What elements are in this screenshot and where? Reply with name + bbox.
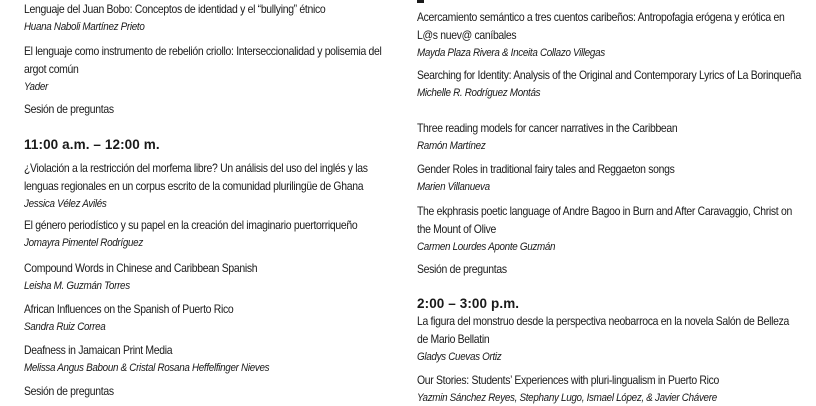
program-entry <box>24 342 404 376</box>
top-edge-mark <box>417 0 424 3</box>
program-entry <box>24 301 404 335</box>
program-entry <box>417 372 802 406</box>
program-entry <box>417 120 802 154</box>
presentation-title: Three reading models for cancer narratives in the Caribbean <box>417 122 678 135</box>
program-entry <box>417 9 802 61</box>
program-entry <box>417 203 802 255</box>
presentation-title: El lenguaje como instrumento de rebelión criollo: Interseccionalidad y polisemia del argot común <box>24 45 382 76</box>
program-entry <box>417 67 802 101</box>
presentation-title: Acercamiento semántico a tres cuentos caribeños: Antropofagia erógena y erótica en L@s nuev@ caníbales <box>417 11 785 42</box>
program-entry <box>24 217 404 251</box>
presentation-title: Searching for Identity: Analysis of the Original and Contemporary Lyrics of La Borinqueña <box>417 69 801 82</box>
presentation-title: Gender Roles in traditional fairy tales and Reggaeton songs <box>417 163 675 176</box>
program-entry <box>417 161 802 195</box>
presentation-title: Deafness in Jamaican Print Media <box>24 344 173 357</box>
presenter-name: Jessica Vélez Avilés <box>24 198 107 210</box>
presenter-name: Gladys Cuevas Ortiz <box>417 351 502 363</box>
presentation-title: El género periodístico y su papel en la creación del imaginario puertorriqueño <box>24 219 358 232</box>
presentation-title: La figura del monstruo desde la perspectiva neobarroca en la novela Salón de Belleza de Mario Bellatin <box>417 315 790 346</box>
presenter-name: Yader <box>24 81 49 93</box>
presentation-title: The ekphrasis poetic language of Andre Bagoo in Burn and After Caravaggio, Christ on the Mount of Olive <box>417 205 792 236</box>
presentation-title: Lenguaje del Juan Bobo: Conceptos de identidad y el “bullying” étnico <box>24 3 326 16</box>
presenter-name: Yazmin Sánchez Reyes, Stephany Lugo, Ismael López, & Javier Chávere <box>417 392 717 404</box>
presenter-name: Mayda Plaza Rivera & Inceita Collazo Villegas <box>417 47 605 59</box>
question-session-label: Sesión de preguntas <box>417 263 507 276</box>
program-entry <box>417 313 802 365</box>
presenter-name: Leisha M. Guzmán Torres <box>24 280 130 292</box>
question-session-label: Sesión de preguntas <box>24 103 114 116</box>
presentation-title: Our Stories: Students’ Experiences with pluri-lingualism in Puerto Rico <box>417 374 720 387</box>
time-slot-heading: 2:00 – 3:00 p.m. <box>417 296 520 311</box>
time-slot-heading: 11:00 a.m. – 12:00 m. <box>24 137 160 152</box>
program-entry <box>24 1 404 35</box>
presentation-title: Compound Words in Chinese and Caribbean Spanish <box>24 262 258 275</box>
presentation-title: ¿Violación a la restricción del morfema libre? Un análisis del uso del inglés y las lenguas regionales en un corpus escrito de la comunidad plurilingüe de Ghana <box>24 162 368 193</box>
presenter-name: Jomayra Pimentel Rodríguez <box>24 237 143 249</box>
program-entry <box>24 160 404 212</box>
presenter-name: Ramón Martínez <box>417 140 486 152</box>
presentation-title: African Influences on the Spanish of Puerto Rico <box>24 303 234 316</box>
question-session-label: Sesión de preguntas <box>24 385 114 398</box>
presenter-name: Marien Villanueva <box>417 181 490 193</box>
presenter-name: Huana Naboli Martínez Prieto <box>24 21 145 33</box>
presenter-name: Sandra Ruiz Correa <box>24 321 106 333</box>
program-entry <box>24 260 404 294</box>
program-entry <box>24 43 404 95</box>
presenter-name: Michelle R. Rodríguez Montás <box>417 87 541 99</box>
presenter-name: Carmen Lourdes Aponte Guzmán <box>417 241 556 253</box>
presenter-name: Melissa Angus Baboun & Cristal Rosana Heffelfinger Nieves <box>24 362 270 374</box>
